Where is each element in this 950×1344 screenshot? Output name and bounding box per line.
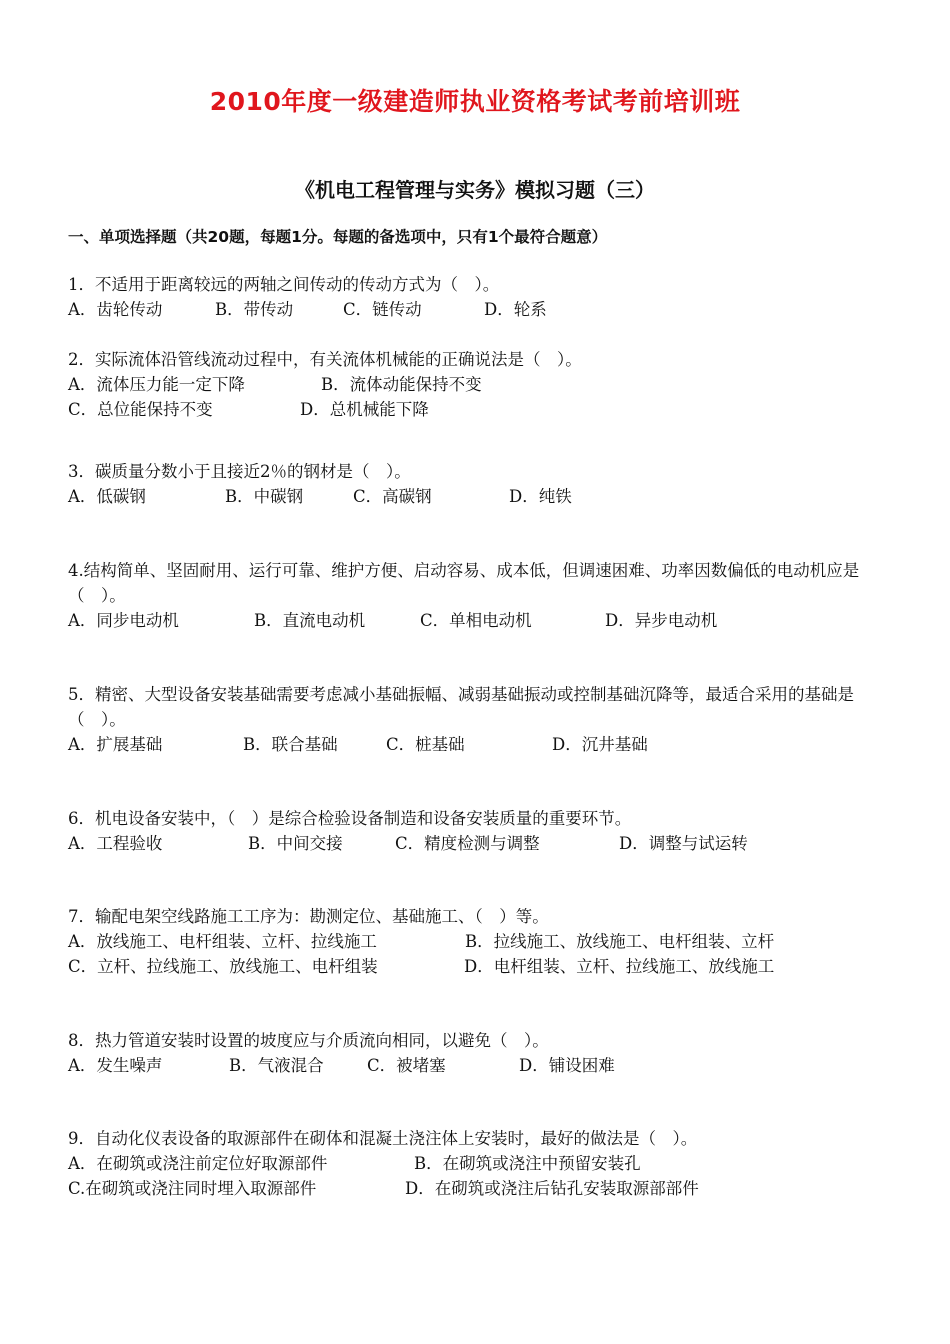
question-2: [68, 347, 888, 422]
question-stem: 7．输配电架空线路施工工序为：勘测定位、基础施工、（ ）等。: [68, 907, 549, 926]
option-a: A．同步电动机: [68, 611, 179, 630]
question-stem: 6．机电设备安装中，（ ）是综合检验设备制造和设备安装质量的重要环节。: [68, 809, 632, 828]
option-d: D．总机械能下降: [300, 400, 429, 419]
option-d: D．铺设困难: [519, 1056, 615, 1075]
option-b: B．联合基础: [243, 735, 338, 754]
question-4: [68, 558, 888, 633]
question-stem: 5．精密、大型设备安装基础需要考虑减小基础振幅、减弱基础振动或控制基础沉降等，最适合采用的基础是（ ）。: [68, 685, 854, 729]
option-row: [68, 1176, 888, 1201]
question-5: [68, 682, 888, 757]
option-c: C.在砌筑或浇注同时埋入取源部件: [68, 1179, 317, 1198]
option-a: A．发生噪声: [68, 1056, 163, 1075]
question-stem: 2．实际流体沿管线流动过程中，有关流体机械能的正确说法是（ ）。: [68, 350, 582, 369]
option-c: C．桩基础: [386, 735, 465, 754]
option-a: A．工程验收: [68, 834, 163, 853]
option-b: B．气液混合: [229, 1056, 324, 1075]
option-a: A．低碳钢: [68, 487, 146, 506]
option-b: B．中碳钢: [225, 487, 304, 506]
option-c: C．精度检测与调整: [395, 834, 540, 853]
question-9: [68, 1126, 888, 1201]
document-subtitle: 《机电工程管理与实务》模拟习题（三）: [295, 178, 655, 202]
option-a: A．放线施工、电杆组装、立杆、拉线施工: [68, 932, 377, 951]
question-3: [68, 459, 888, 509]
option-row: [68, 608, 888, 633]
question-1: [68, 272, 888, 322]
question-stem: 3．碳质量分数小于且接近2％的钢材是（ ）。: [68, 462, 411, 481]
question-stem: 9．自动化仪表设备的取源部件在砌体和混凝土浇注体上安装时，最好的做法是（ ）。: [68, 1129, 698, 1148]
question-stem: 1．不适用于距离较远的两轴之间传动的传动方式为（ ）。: [68, 275, 500, 294]
option-c: C．立杆、拉线施工、放线施工、电杆组装: [68, 957, 378, 976]
option-row: [68, 954, 888, 979]
option-d: D．轮系: [484, 300, 547, 319]
option-c: C．总位能保持不变: [68, 400, 213, 419]
option-a: A．流体压力能一定下降: [68, 375, 245, 394]
option-a: A．在砌筑或浇注前定位好取源部件: [68, 1154, 328, 1173]
question-7: [68, 904, 888, 979]
option-a: A．齿轮传动: [68, 300, 163, 319]
option-row: [68, 372, 888, 397]
option-c: C．单相电动机: [420, 611, 532, 630]
option-b: B．流体动能保持不变: [321, 375, 482, 394]
option-row: [68, 297, 888, 322]
option-d: D．纯铁: [509, 487, 572, 506]
option-d: D．沉井基础: [552, 735, 648, 754]
option-row: [68, 929, 888, 954]
option-row: [68, 397, 888, 422]
option-row: [68, 1151, 888, 1176]
option-b: B．中间交接: [248, 834, 343, 853]
option-b: B．在砌筑或浇注中预留安装孔: [414, 1154, 641, 1173]
option-row: [68, 484, 888, 509]
question-stem: 4.结构简单、坚固耐用、运行可靠、维护方便、启动容易、成本低，但调速困难、功率因数偏低的电动机应是（ ）。: [68, 561, 860, 605]
option-a: A．扩展基础: [68, 735, 163, 754]
option-d: D．在砌筑或浇注后钻孔安装取源部部件: [405, 1179, 699, 1198]
option-c: C．被堵塞: [367, 1056, 446, 1075]
page-title: 2010年度一级建造师执业资格考试考前培训班: [209, 87, 741, 116]
option-d: D．异步电动机: [605, 611, 718, 630]
option-c: C．链传动: [343, 300, 422, 319]
option-row: [68, 732, 888, 757]
option-b: B．直流电动机: [254, 611, 366, 630]
question-6: [68, 806, 888, 856]
section-heading: 一、单项选择题（共20题，每题1分。每题的备选项中，只有1个最符合题意）: [68, 228, 608, 246]
option-b: B．拉线施工、放线施工、电杆组装、立杆: [465, 932, 775, 951]
question-8: [68, 1028, 888, 1078]
option-c: C．高碳钢: [353, 487, 432, 506]
question-stem: 8．热力管道安装时设置的坡度应与介质流向相同，以避免（ ）。: [68, 1031, 549, 1050]
option-row: [68, 1053, 888, 1078]
option-d: D．电杆组装、立杆、拉线施工、放线施工: [464, 957, 775, 976]
option-row: [68, 831, 888, 856]
option-b: B．带传动: [215, 300, 294, 319]
option-d: D．调整与试运转: [619, 834, 748, 853]
